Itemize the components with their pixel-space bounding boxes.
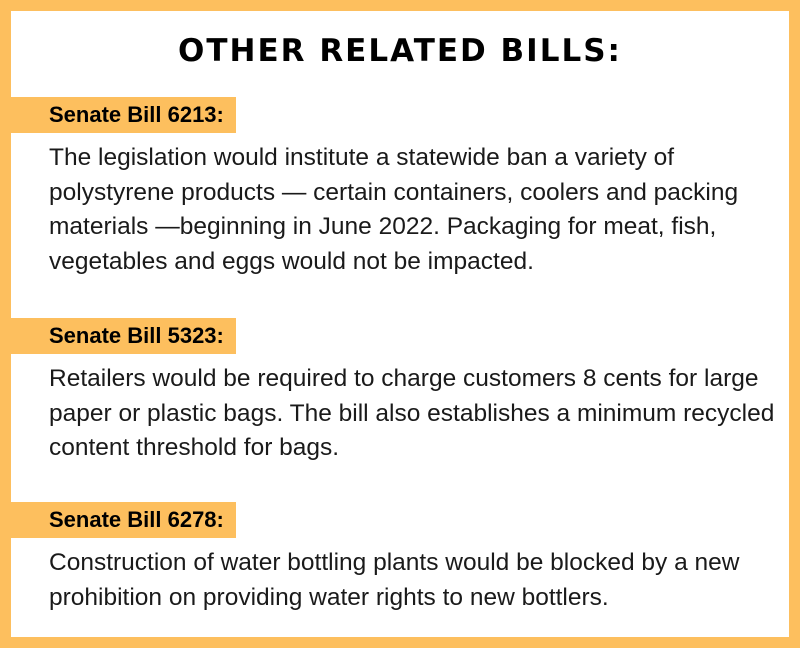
bill-entry-6278 bbox=[0, 502, 789, 615]
bill-entry-6213 bbox=[0, 97, 789, 279]
bill-label: Senate Bill 6213: bbox=[0, 97, 236, 133]
bill-label: Senate Bill 6278: bbox=[0, 502, 236, 538]
bill-label: Senate Bill 5323: bbox=[0, 318, 236, 354]
bill-description: The legislation would institute a statewide ban a variety of polystyrene products — certain containers, coolers and packing materials —beginning in June 2022. Packaging for meat, fish, vegetables and eggs would not be impacted. bbox=[49, 144, 739, 275]
bill-entry-5323 bbox=[0, 318, 789, 466]
bill-description: Retailers would be required to charge customers 8 cents for large paper or plastic bags. The bill also establishes a minimum recycled content threshold for bags. bbox=[49, 365, 775, 461]
bill-description: Construction of water bottling plants would be blocked by a new prohibition on providing water rights to new bottlers. bbox=[49, 549, 740, 611]
page-title: OTHER RELATED BILLS: bbox=[178, 33, 622, 69]
